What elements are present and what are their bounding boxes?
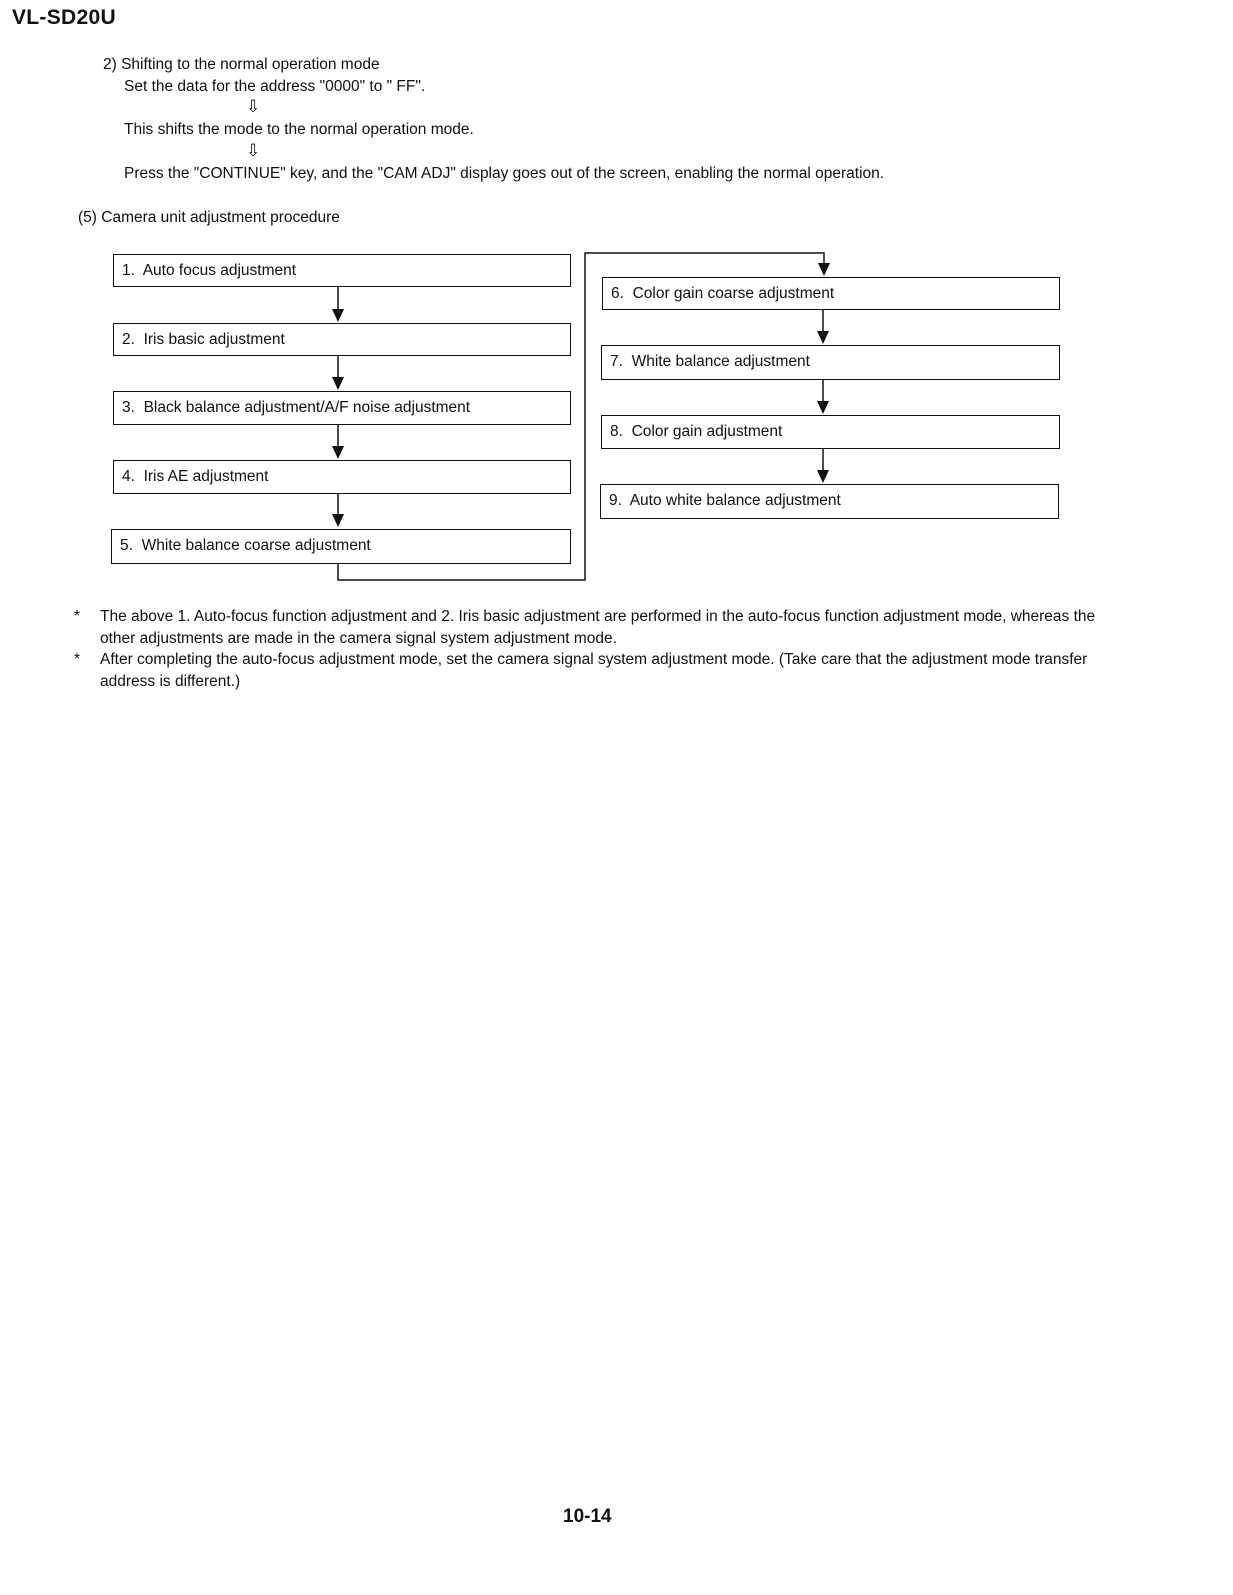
step-label: Black balance adjustment/A/F noise adjustment <box>143 399 471 416</box>
step-label: Iris AE adjustment <box>143 468 269 485</box>
section-2-heading: 2) Shifting to the normal operation mode <box>103 56 380 73</box>
arrowhead-icon <box>817 331 829 344</box>
flow-step-2 <box>113 323 571 356</box>
step-label: Color gain adjustment <box>631 423 783 440</box>
arrowhead-icon <box>332 446 344 459</box>
step-label: White balance adjustment <box>631 353 810 370</box>
model-number: VL-SD20U <box>12 6 116 29</box>
arrowhead-icon <box>332 377 344 390</box>
step-label: White balance coarse adjustment <box>141 537 371 554</box>
step-number: 3. <box>122 399 135 416</box>
note-text: The above 1. Auto-focus function adjustment and 2. Iris basic adjustment are performed in the auto-focus function adjustment mode, whereas the other adjustments are made in the camera signal system adjustment mode. <box>100 608 1096 647</box>
flow-step-6 <box>602 277 1060 310</box>
step-label: Iris basic adjustment <box>143 331 285 348</box>
step-number: 1. <box>122 262 135 279</box>
step-number: 9. <box>609 492 622 509</box>
flow-step-9 <box>600 484 1059 519</box>
flow-step-1 <box>113 254 571 287</box>
arrowhead-icon <box>818 263 830 276</box>
flow-step-4 <box>113 460 571 494</box>
step-number: 4. <box>122 468 135 485</box>
section-2-line-shift: This shifts the mode to the normal operation mode. <box>124 121 474 138</box>
arrowhead-icon <box>817 470 829 483</box>
arrowhead-icon <box>332 309 344 322</box>
step-label: Color gain coarse adjustment <box>632 285 835 302</box>
flow-step-3 <box>113 391 571 425</box>
step-number: 5. <box>120 537 133 554</box>
step-number: 7. <box>610 353 623 370</box>
page-number: 10-14 <box>563 1506 612 1527</box>
step-label: Auto focus adjustment <box>142 262 297 279</box>
step-number: 6. <box>611 285 624 302</box>
note-text: After completing the auto-focus adjustment mode, set the camera signal system adjustment mode. (Take care that the adjustment mode transfer address is different.) <box>100 651 1088 690</box>
flow-step-8 <box>601 415 1060 449</box>
section-2-line-continue: Press the "CONTINUE" key, and the "CAM ADJ" display goes out of the screen, enabling the normal operation. <box>124 165 885 182</box>
section-2-line-set-data: Set the data for the address "0000" to " FF". <box>124 78 426 95</box>
down-arrow-icon: ⇩ <box>246 141 261 160</box>
flow-step-5 <box>111 529 571 564</box>
flow-step-7 <box>601 345 1060 380</box>
note-bullet: * <box>74 651 81 668</box>
step-number: 8. <box>610 423 623 440</box>
arrowhead-icon <box>332 514 344 527</box>
step-label: Auto white balance adjustment <box>629 492 841 509</box>
note-bullet: * <box>74 608 81 625</box>
arrowhead-icon <box>817 401 829 414</box>
down-arrow-icon: ⇩ <box>246 97 261 116</box>
step-number: 2. <box>122 331 135 348</box>
section-5-heading: (5) Camera unit adjustment procedure <box>78 209 340 226</box>
